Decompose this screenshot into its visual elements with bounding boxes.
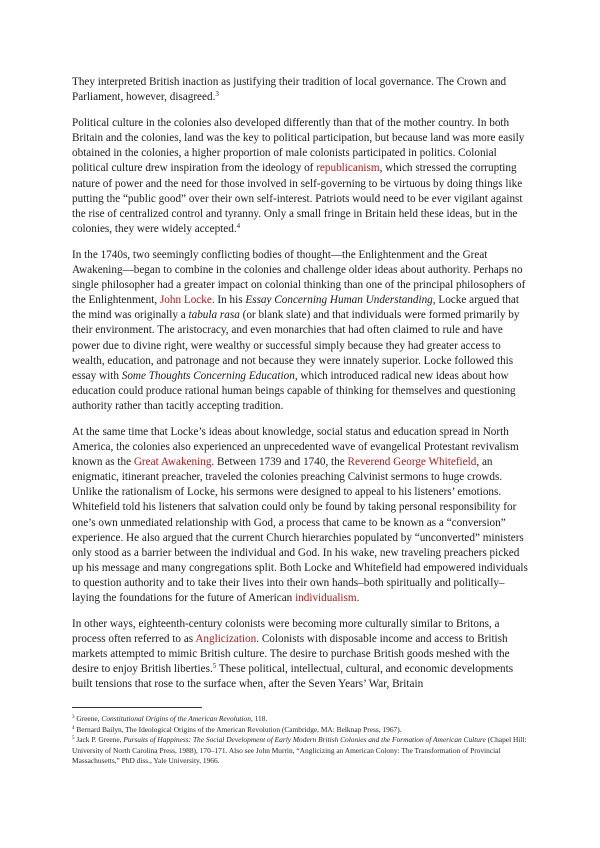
footnote-ref[interactable]: 5 xyxy=(212,662,217,671)
paragraph xyxy=(72,617,528,692)
hyperlink[interactable]: individualism xyxy=(295,592,357,604)
hyperlink[interactable]: Anglicization xyxy=(195,633,257,646)
footnote xyxy=(72,735,532,767)
italic-text: Essay Concerning Human Understanding xyxy=(245,294,433,307)
footnote xyxy=(72,714,532,725)
text-run: Bernard Bailyn, The Ideological Origins of the American Revolution (Cambridge, MA: Belknap Press, 1967). xyxy=(74,724,402,734)
italic-text: Some Thoughts Concerning Education xyxy=(121,369,295,382)
hyperlink[interactable]: John Locke xyxy=(159,294,212,307)
text-run: At the same time that Locke’s ideas about knowledge, social status and education spread in North America, the colonies also experienced an unprecedented wave of evangelical Protestant revivalism known as the xyxy=(72,425,519,469)
italic-text: tabula rasa xyxy=(188,309,240,322)
text-run: . Colonists with disposable income and access to British markets attempted to mimic British culture. The desire to purchase British goods meshed with the desire to enjoy British liberties. xyxy=(72,633,510,676)
text-run: These political, intellectual, cultural, and economic developments built tensions that rose to the surface when, after the Seven Years’ War, Britain xyxy=(72,663,514,691)
text-run: , which introduced radical new ideas about how education could produce rational human beings capable of thinking for themselves and questioning authority rather than tacitly accepting tradition. xyxy=(72,369,516,412)
italic-text: Constitutional Origins of the American Revolution xyxy=(101,714,251,723)
footnote-ref[interactable]: 3 xyxy=(215,90,219,99)
hyperlink[interactable]: Reverend George Whitefield xyxy=(347,456,477,469)
text-run: They interpreted British inaction as justifying their tradition of local governance. The Crown and Parliament, however, disagreed. xyxy=(72,76,507,104)
text-run: Greene, xyxy=(74,714,102,723)
footnote-divider xyxy=(72,707,202,708)
text-run: , an enigmatic, itinerant preacher, traveled the colonies preaching Calvinist sermons to huge crowds. Unlike the rationalism of Locke, his sermons were designed to appeal to his listeners’ emotions. Whitefield told his listeners that salvation could only be found by taking personal responsibility for one’s own unmediated relationship with God, a process that came to be known as a “conversion” experience. He also argued that the current Church hierarchies populated by “unconverted” ministers only stood as a barrier between the individual and God. In his wake, new traveling preachers picked up his message and many congregations split. Both Locke and Whitefield had empowered individuals to question authority and to take their lives into their own hands–both spiritually and politically–laying the foundations for the future of American xyxy=(72,456,528,604)
text-run: , 118. xyxy=(250,714,268,723)
text-run: . In his xyxy=(211,294,246,307)
paragraph xyxy=(72,116,528,237)
text-run: In the 1740s, two seemingly conflicting bodies of thought—the Enlightenment and the Great Awakening—began to combine in the colonies and challenge older ideas about authority. Perhaps no single philosopher had a greater impact on colonial thinking than one of the principal philosophers of the Enlightenment, xyxy=(72,248,526,307)
text-run: , Locke argued that the mind was originally a xyxy=(72,294,519,322)
text-run: Jack P. Greene, xyxy=(74,735,124,745)
footnote-ref[interactable]: 3 xyxy=(72,715,75,720)
paragraph xyxy=(72,248,528,414)
text-run: , which stressed the corrupting nature of power and the need for those involved in self-governing to be virtuous by doing things like putting the “public good” over their own self-interest. Patriots would need to be ever vigilant against the rise of centralized control and tyranny. Only a small fringe in Britain held these ideas, but in the colonies, they were widely accepted. xyxy=(72,162,523,235)
footnote-ref[interactable]: 4 xyxy=(236,221,241,230)
text-run: (or blank slate) and that individuals were formed primarily by their environment. The aristocracy, and even monarchies that had often claimed to rule and have power due to divine right, were wealthy or successful simply because they had greater access to wealth, education, and patronage and not because they were innately superior. Locke followed this essay with xyxy=(72,309,520,382)
text-run: (Chapel Hill: University of North Carolina Press, 1988), 170–171. Also see John Murrin, “Anglicizing an American Colony: The Transformation of Provincial Massachusetts,” PhD diss., Yale University, 1966. xyxy=(72,735,527,766)
italic-text: Pursuits of Happiness: The Social Development of Early Modern British Colonies and the Formation of American Culture xyxy=(123,735,486,745)
hyperlink[interactable]: Great Awakening xyxy=(133,456,212,469)
body-text xyxy=(72,75,528,704)
footnote-ref[interactable]: 5 xyxy=(72,736,75,742)
text-run: Political culture in the colonies also developed differently than that of the mother country. In both Britain and the colonies, land was the key to political participation, but because land was more easily obtained in the colonies, a higher proportion of male colonists participated in politics. Colonial political culture drew inspiration from the ideology of xyxy=(72,117,525,175)
paragraph xyxy=(72,425,528,606)
footnotes xyxy=(72,714,532,767)
text-run: . Between 1739 and 1740, the xyxy=(211,456,348,469)
hyperlink[interactable]: republicanism xyxy=(316,162,380,175)
footnote xyxy=(72,725,532,736)
paragraph xyxy=(72,75,528,105)
footnote-ref[interactable]: 4 xyxy=(72,725,75,731)
text-run: . xyxy=(356,592,360,604)
text-run: In other ways, eighteenth-century colonists were becoming more culturally similar to Britons, a process often referred to as xyxy=(72,618,500,646)
